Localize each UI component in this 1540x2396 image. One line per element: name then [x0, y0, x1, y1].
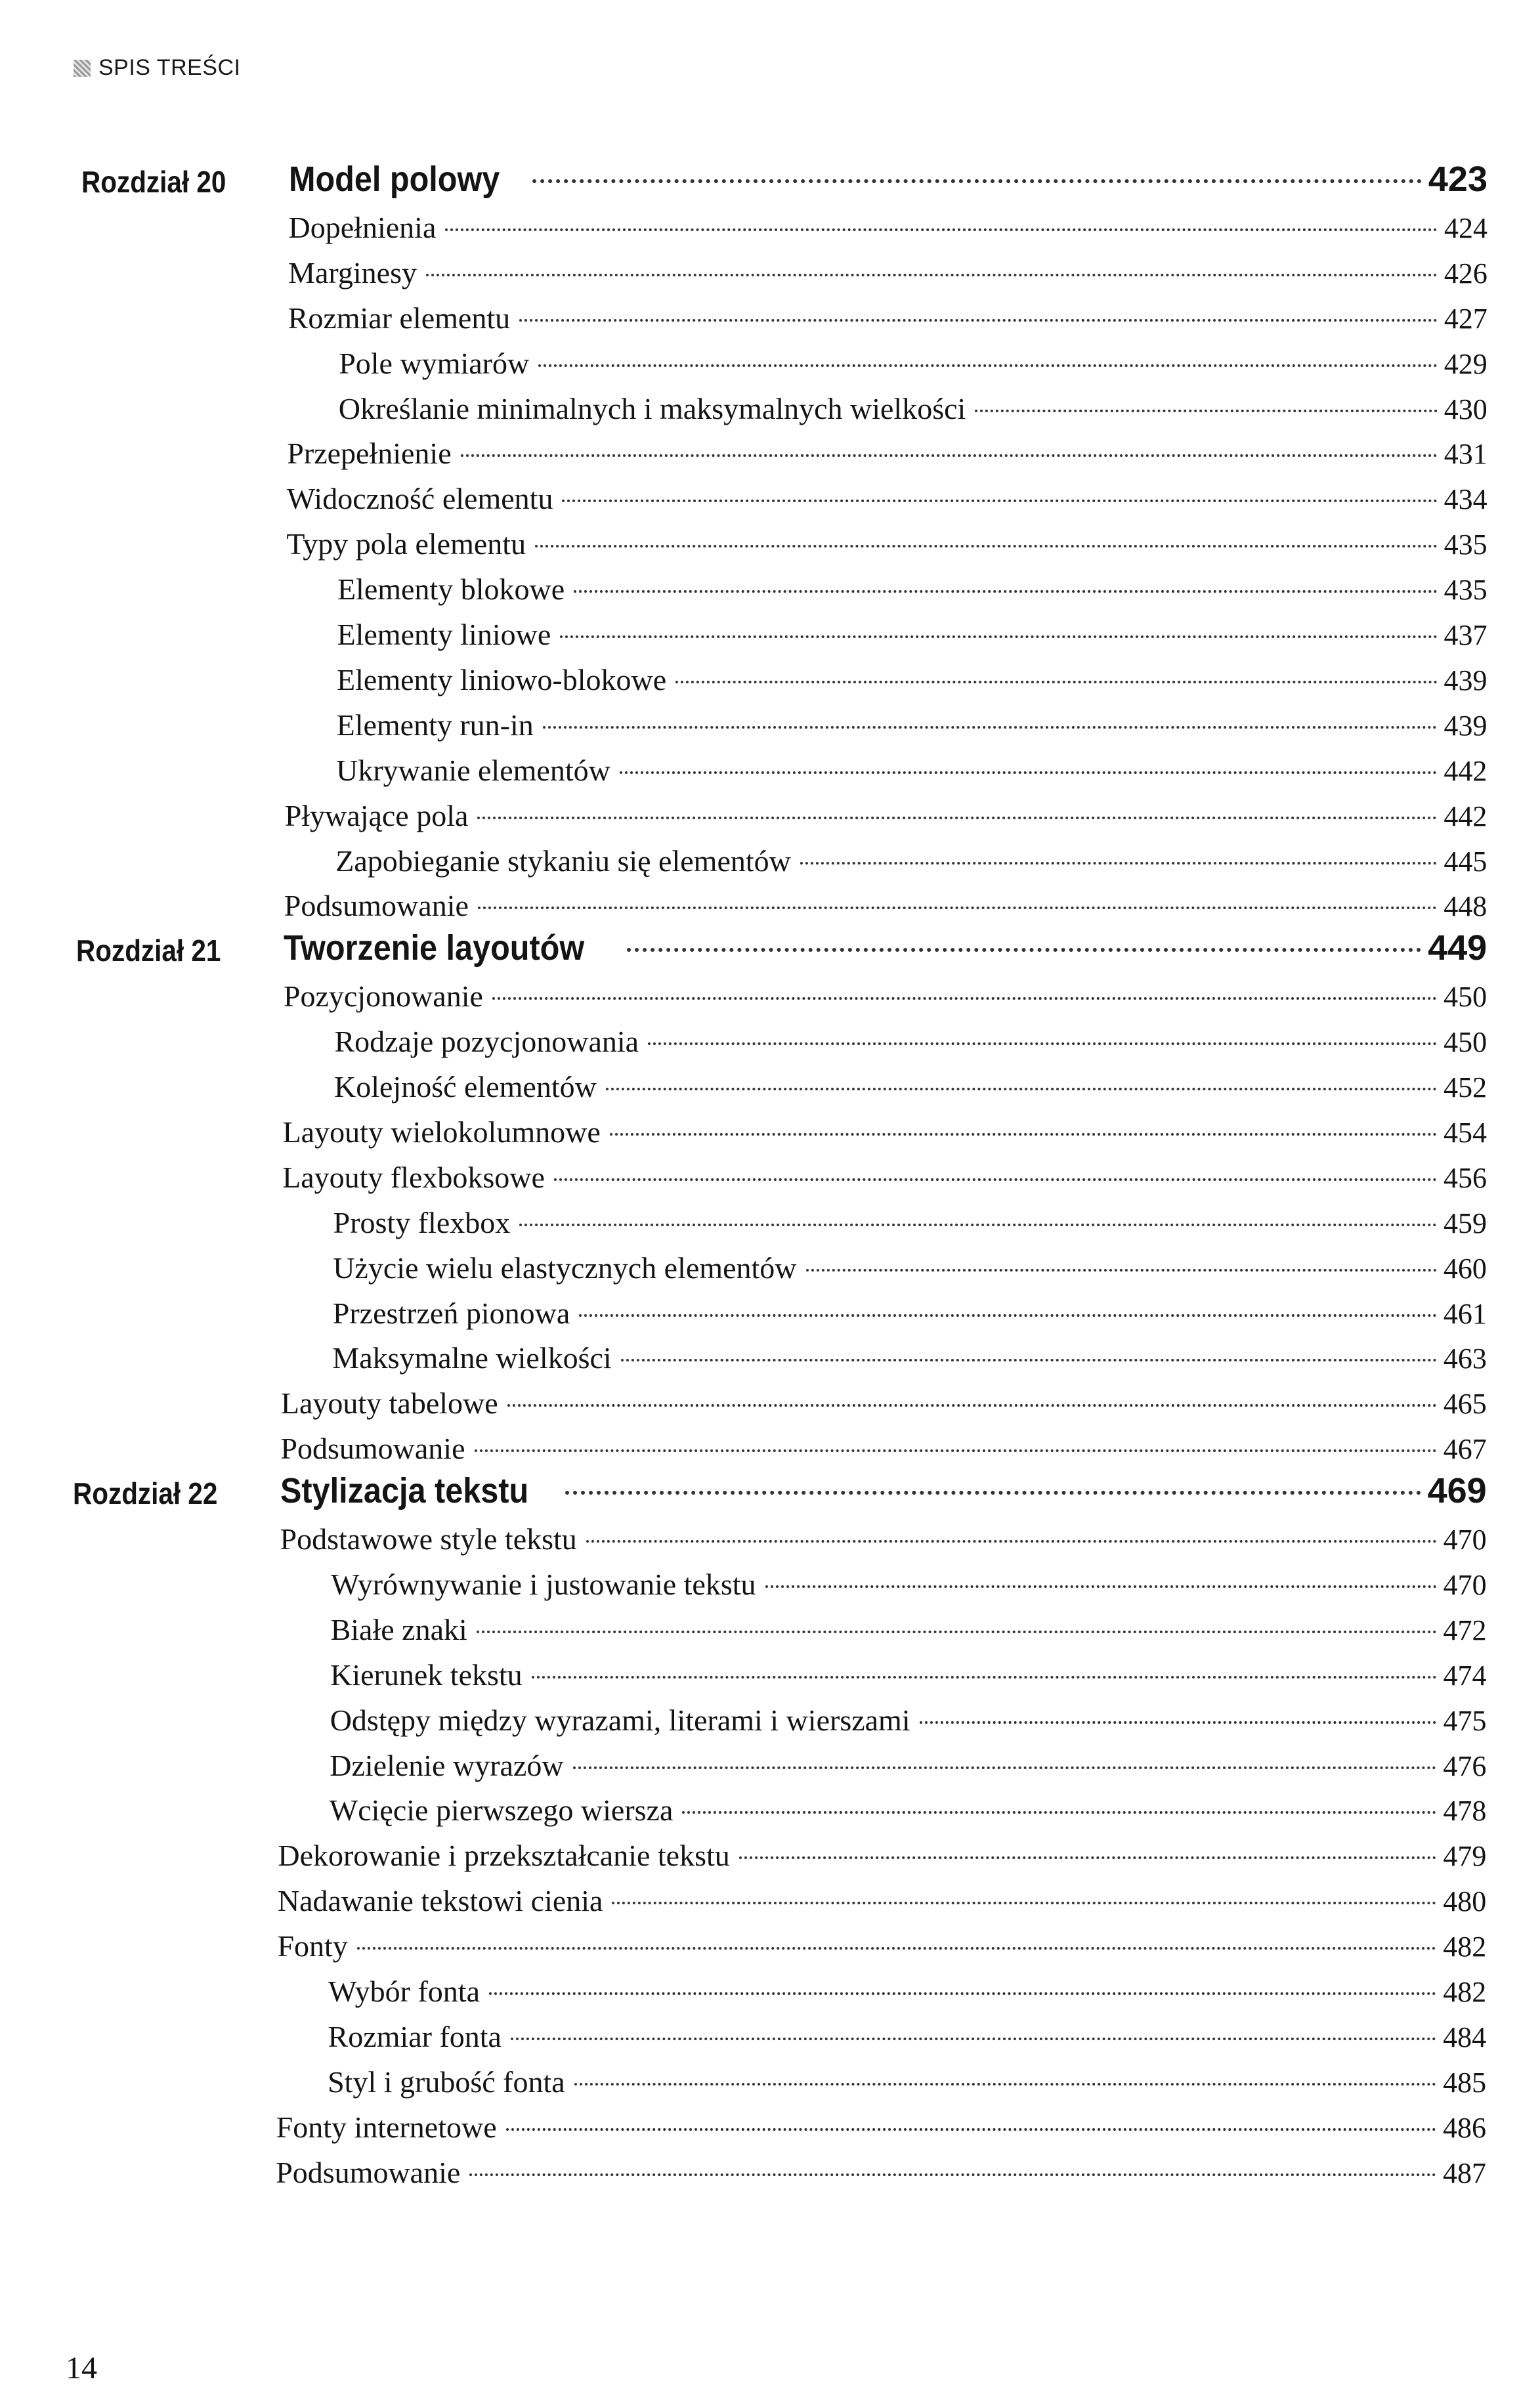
entry-page-number: 459 — [1443, 1207, 1487, 1239]
entry-page-number: 470 — [1443, 1568, 1487, 1601]
entry-title: Ukrywanie elementów — [336, 753, 610, 787]
toc-row — [0, 2145, 1540, 2194]
toc-row — [0, 1602, 1540, 1651]
entry-title: Prosty flexbox — [333, 1205, 511, 1239]
toc-entry[interactable] — [337, 708, 1487, 742]
dot-leader — [475, 1449, 1437, 1452]
dot-leader — [489, 1992, 1436, 1995]
entry-title: Elementy liniowe — [337, 618, 551, 651]
dot-leader — [765, 1585, 1437, 1588]
chapter-label: Rozdział 20 — [81, 165, 226, 199]
dot-leader — [554, 1178, 1437, 1181]
toc-entry[interactable] — [280, 1431, 1486, 1466]
toc-row — [0, 969, 1540, 1017]
toc-entry[interactable] — [289, 159, 1487, 200]
dot-leader — [806, 1269, 1437, 1272]
entry-page-number: 469 — [1427, 1471, 1487, 1511]
toc-entry[interactable] — [284, 979, 1487, 1014]
toc-row — [0, 1919, 1540, 1967]
toc-entry[interactable] — [333, 1251, 1487, 1285]
entry-page-number: 442 — [1444, 754, 1487, 787]
dot-leader — [565, 1491, 1421, 1495]
entry-page-number: 439 — [1444, 664, 1487, 696]
toc-entry[interactable] — [332, 1340, 1487, 1375]
entry-title: Tworzenie layoutów — [284, 928, 585, 968]
toc-row — [0, 1648, 1540, 1696]
entry-title: Layouty wielokolumnowe — [282, 1115, 601, 1149]
entry-title: Dopełnienia — [288, 210, 437, 244]
dot-leader — [477, 817, 1437, 819]
entry-page-number: 435 — [1444, 574, 1487, 607]
entry-title: Maksymalne wielkości — [332, 1341, 612, 1375]
entry-title: Podsumowanie — [284, 889, 469, 923]
entry-page-number: 485 — [1443, 2066, 1487, 2099]
dot-leader — [469, 2173, 1436, 2176]
toc-entry[interactable] — [282, 1160, 1487, 1195]
entry-page-number: 450 — [1444, 981, 1487, 1014]
entry-title: Rozmiar elementu — [288, 301, 511, 335]
toc-row — [0, 834, 1540, 882]
dot-leader — [511, 2038, 1436, 2040]
entry-page-number: 423 — [1428, 160, 1487, 199]
entry-page-number: 486 — [1443, 2111, 1487, 2144]
toc-entry[interactable] — [328, 2064, 1486, 2099]
dot-leader — [610, 1133, 1437, 1136]
toc-row — [0, 1873, 1540, 1922]
entry-title: Wyrównywanie i justowanie tekstu — [331, 1567, 756, 1601]
entry-page-number: 487 — [1443, 2156, 1486, 2189]
toc-entry[interactable] — [331, 1612, 1487, 1647]
entry-title: Typy pola elementu — [286, 527, 526, 561]
toc-row — [0, 1150, 1540, 1199]
dot-leader — [573, 1766, 1437, 1769]
chapter-row — [0, 924, 1540, 972]
entry-title: Pozycjonowanie — [283, 979, 483, 1014]
toc-entry[interactable] — [330, 1703, 1487, 1738]
toc-entry[interactable] — [280, 1522, 1487, 1556]
entry-page-number: 463 — [1443, 1342, 1487, 1375]
dot-leader — [682, 1811, 1436, 1814]
toc-entry[interactable] — [288, 301, 1487, 335]
entry-page-number: 482 — [1443, 1976, 1487, 2008]
dot-leader — [574, 590, 1437, 593]
entry-title: Podsumowanie — [276, 2155, 461, 2189]
toc-row — [0, 698, 1540, 746]
entry-title: Podsumowanie — [280, 1432, 465, 1466]
entry-page-number: 429 — [1444, 347, 1487, 380]
entry-page-number: 456 — [1444, 1161, 1487, 1194]
entry-title: Przestrzeń pionowa — [332, 1296, 570, 1330]
toc-entry[interactable] — [277, 1929, 1486, 1963]
entry-page-number: 437 — [1444, 619, 1487, 651]
dot-leader — [621, 1359, 1437, 1361]
dot-leader — [627, 948, 1421, 952]
dot-leader — [739, 1856, 1437, 1859]
toc-entry[interactable] — [278, 1838, 1486, 1873]
toc-row — [0, 2009, 1540, 2058]
entry-title: Model polowy — [289, 160, 500, 199]
toc-row — [0, 1105, 1540, 1153]
toc-entry[interactable] — [328, 1974, 1486, 2009]
entry-title: Pływające pola — [284, 798, 469, 832]
toc-entry[interactable] — [336, 753, 1487, 788]
toc-row — [0, 2055, 1540, 2103]
toc-entry[interactable] — [330, 1793, 1487, 1828]
toc-row — [0, 381, 1540, 430]
entry-title: Marginesy — [288, 255, 417, 289]
toc-entry[interactable] — [339, 391, 1487, 426]
entry-title: Rodzaje pozycjonowania — [334, 1025, 639, 1059]
entry-title: Wcięcie pierwszego wiersza — [329, 1793, 674, 1828]
entry-page-number: 427 — [1444, 302, 1487, 335]
entry-title: Stylizacja tekstu — [280, 1471, 529, 1511]
dot-leader — [535, 545, 1438, 547]
entry-page-number: 454 — [1444, 1116, 1487, 1149]
toc-row — [0, 1331, 1540, 1379]
toc-row — [0, 1195, 1540, 1244]
toc-entry[interactable] — [280, 1470, 1487, 1511]
chapter-row — [0, 155, 1540, 203]
entry-title: Dekorowanie i przekształcanie tekstu — [278, 1839, 730, 1873]
entry-page-number: 434 — [1444, 483, 1487, 516]
entry-page-number: 450 — [1444, 1026, 1487, 1059]
toc-entry[interactable] — [337, 617, 1487, 652]
chapter-row — [0, 1466, 1540, 1515]
toc-entry[interactable] — [276, 2110, 1486, 2145]
entry-page-number: 431 — [1444, 438, 1487, 471]
toc-entry[interactable] — [278, 1883, 1486, 1918]
toc-row — [0, 1693, 1540, 1742]
dot-leader — [477, 1631, 1437, 1633]
entry-page-number: 442 — [1444, 800, 1487, 832]
dot-leader — [586, 1540, 1437, 1543]
toc-row — [0, 1512, 1540, 1560]
toc-entry[interactable] — [334, 1069, 1487, 1104]
entry-page-number: 460 — [1443, 1252, 1487, 1285]
entry-title: Białe znaki — [330, 1612, 467, 1646]
toc-row — [0, 1376, 1540, 1424]
toc-row — [0, 1783, 1540, 1831]
entry-title: Widoczność elementu — [286, 482, 553, 516]
entry-page-number: 452 — [1444, 1071, 1487, 1103]
dot-leader — [574, 2083, 1436, 2086]
toc-entry[interactable] — [285, 798, 1487, 833]
page-number: 14 — [66, 2351, 97, 2385]
dot-leader — [532, 179, 1422, 183]
entry-page-number: 430 — [1444, 393, 1487, 425]
dot-leader — [975, 410, 1437, 412]
dot-leader — [538, 364, 1438, 367]
entry-page-number: 480 — [1443, 1885, 1487, 1918]
dot-leader — [612, 1902, 1436, 1904]
dot-leader — [562, 500, 1437, 502]
chapter-label: Rozdział 22 — [72, 1476, 218, 1511]
entry-page-number: 479 — [1443, 1840, 1487, 1873]
dot-leader — [506, 2128, 1436, 2131]
entry-title: Kierunek tekstu — [330, 1658, 523, 1692]
toc-entry[interactable] — [333, 1205, 1487, 1240]
entry-page-number: 476 — [1443, 1749, 1487, 1782]
toc-row — [0, 336, 1540, 385]
toc-entry[interactable] — [281, 1386, 1487, 1421]
toc-entry[interactable] — [287, 436, 1487, 471]
entry-page-number: 478 — [1443, 1795, 1487, 1828]
entry-title: Użycie wielu elastycznych elementów — [333, 1251, 797, 1285]
toc-entry[interactable] — [287, 481, 1487, 516]
dot-leader — [579, 1314, 1437, 1317]
toc-entry[interactable] — [337, 572, 1487, 607]
entry-title: Fonty — [277, 1929, 348, 1963]
dot-leader — [606, 1088, 1437, 1090]
toc-row — [0, 1059, 1540, 1108]
entry-title: Pole wymiarów — [339, 346, 530, 380]
entry-page-number: 426 — [1444, 257, 1487, 289]
entry-title: Layouty tabelowe — [280, 1386, 498, 1421]
toc-row — [0, 246, 1540, 294]
toc-row — [0, 2100, 1540, 2149]
entry-title: Wybór fonta — [328, 1975, 480, 2008]
dot-leader — [478, 907, 1437, 909]
entry-title: Zapobieganie stykaniu się elementów — [335, 844, 791, 878]
toc-entry[interactable] — [289, 210, 1487, 245]
entry-page-number: 482 — [1443, 1931, 1487, 1963]
dot-leader — [519, 1224, 1437, 1226]
toc-entry[interactable] — [339, 346, 1487, 381]
entry-title: Dzielenie wyrazów — [330, 1748, 564, 1782]
dot-leader — [426, 274, 1438, 276]
dot-leader — [519, 319, 1438, 322]
entry-page-number: 470 — [1443, 1524, 1487, 1556]
entry-title: Określanie minimalnych i maksymalnych wielkości — [338, 391, 966, 425]
entry-title: Kolejność elementów — [334, 1070, 597, 1103]
entry-title: Elementy run-in — [336, 708, 534, 742]
toc-row — [0, 471, 1540, 520]
dot-leader — [445, 228, 1438, 231]
entry-page-number: 449 — [1428, 928, 1487, 968]
toc-row — [0, 878, 1540, 927]
entry-page-number: 424 — [1444, 211, 1487, 244]
entry-title: Odstępy między wyrazami, literami i wierszami — [330, 1703, 910, 1737]
toc-row — [0, 1421, 1540, 1470]
entry-title: Styl i grubość fonta — [328, 2064, 565, 2099]
dot-leader — [620, 771, 1438, 774]
entry-page-number: 475 — [1443, 1704, 1487, 1737]
toc-row — [0, 1557, 1540, 1606]
header-label: SPIS TREŚCI — [98, 55, 241, 80]
toc-entry[interactable] — [284, 888, 1487, 923]
dot-leader — [532, 1676, 1437, 1679]
toc-entry[interactable] — [337, 662, 1487, 697]
toc-entry[interactable] — [334, 1024, 1487, 1059]
entry-page-number: 484 — [1443, 2021, 1487, 2053]
toc-row — [0, 562, 1540, 610]
entry-page-number: 448 — [1444, 890, 1487, 923]
toc-entry[interactable] — [330, 1748, 1486, 1783]
toc-entry[interactable] — [286, 526, 1487, 561]
dot-leader — [357, 1947, 1436, 1950]
dot-leader — [560, 635, 1437, 638]
entry-page-number: 474 — [1443, 1659, 1487, 1692]
toc-row — [0, 607, 1540, 656]
entry-title: Elementy liniowo-blokowe — [337, 662, 667, 696]
toc-row — [0, 426, 1540, 475]
dot-leader — [543, 726, 1438, 729]
dot-leader — [461, 454, 1438, 457]
toc-row — [0, 291, 1540, 339]
dot-leader — [492, 997, 1437, 1000]
toc-entry[interactable] — [276, 2155, 1486, 2190]
toc-entry[interactable] — [283, 1115, 1487, 1149]
toc-row — [0, 1014, 1540, 1063]
toc-row — [0, 788, 1540, 837]
toc-row — [0, 652, 1540, 701]
toc-entry[interactable] — [284, 928, 1487, 968]
toc-row — [0, 1241, 1540, 1289]
entry-title: Elementy blokowe — [337, 572, 565, 607]
toc-row — [0, 743, 1540, 792]
dot-leader — [507, 1404, 1437, 1407]
dot-leader — [648, 1042, 1437, 1045]
dot-leader — [675, 681, 1437, 683]
entry-page-number: 465 — [1443, 1388, 1487, 1421]
toc-entry[interactable] — [328, 2019, 1487, 2054]
toc-entry[interactable] — [330, 1658, 1486, 1692]
toc-entry[interactable] — [331, 1567, 1487, 1602]
toc-entry[interactable] — [335, 844, 1487, 878]
chapter-label: Rozdział 21 — [76, 933, 221, 968]
entry-page-number: 439 — [1444, 709, 1487, 742]
toc-row — [0, 200, 1540, 249]
entry-title: Przepełnienie — [287, 437, 452, 471]
entry-page-number: 467 — [1443, 1433, 1487, 1466]
entry-title: Fonty internetowe — [276, 2110, 497, 2144]
toc-row — [0, 1828, 1540, 1877]
toc-row — [0, 1964, 1540, 2013]
entry-title: Layouty flexboksowe — [282, 1160, 545, 1194]
entry-title: Podstawowe style tekstu — [280, 1522, 577, 1556]
toc-entry[interactable] — [333, 1296, 1487, 1331]
entry-page-number: 435 — [1444, 528, 1487, 561]
toc-row — [0, 1286, 1540, 1335]
entry-title: Nadawanie tekstowi cienia — [277, 1884, 603, 1918]
toc-entry[interactable] — [288, 255, 1487, 290]
entry-title: Rozmiar fonta — [328, 2019, 502, 2053]
entry-page-number: 461 — [1443, 1297, 1487, 1330]
dot-leader — [800, 862, 1437, 865]
entry-page-number: 445 — [1444, 845, 1487, 878]
toc-row — [0, 1738, 1540, 1787]
toc-row — [0, 517, 1540, 565]
entry-page-number: 472 — [1443, 1614, 1487, 1646]
dot-leader — [920, 1721, 1437, 1724]
